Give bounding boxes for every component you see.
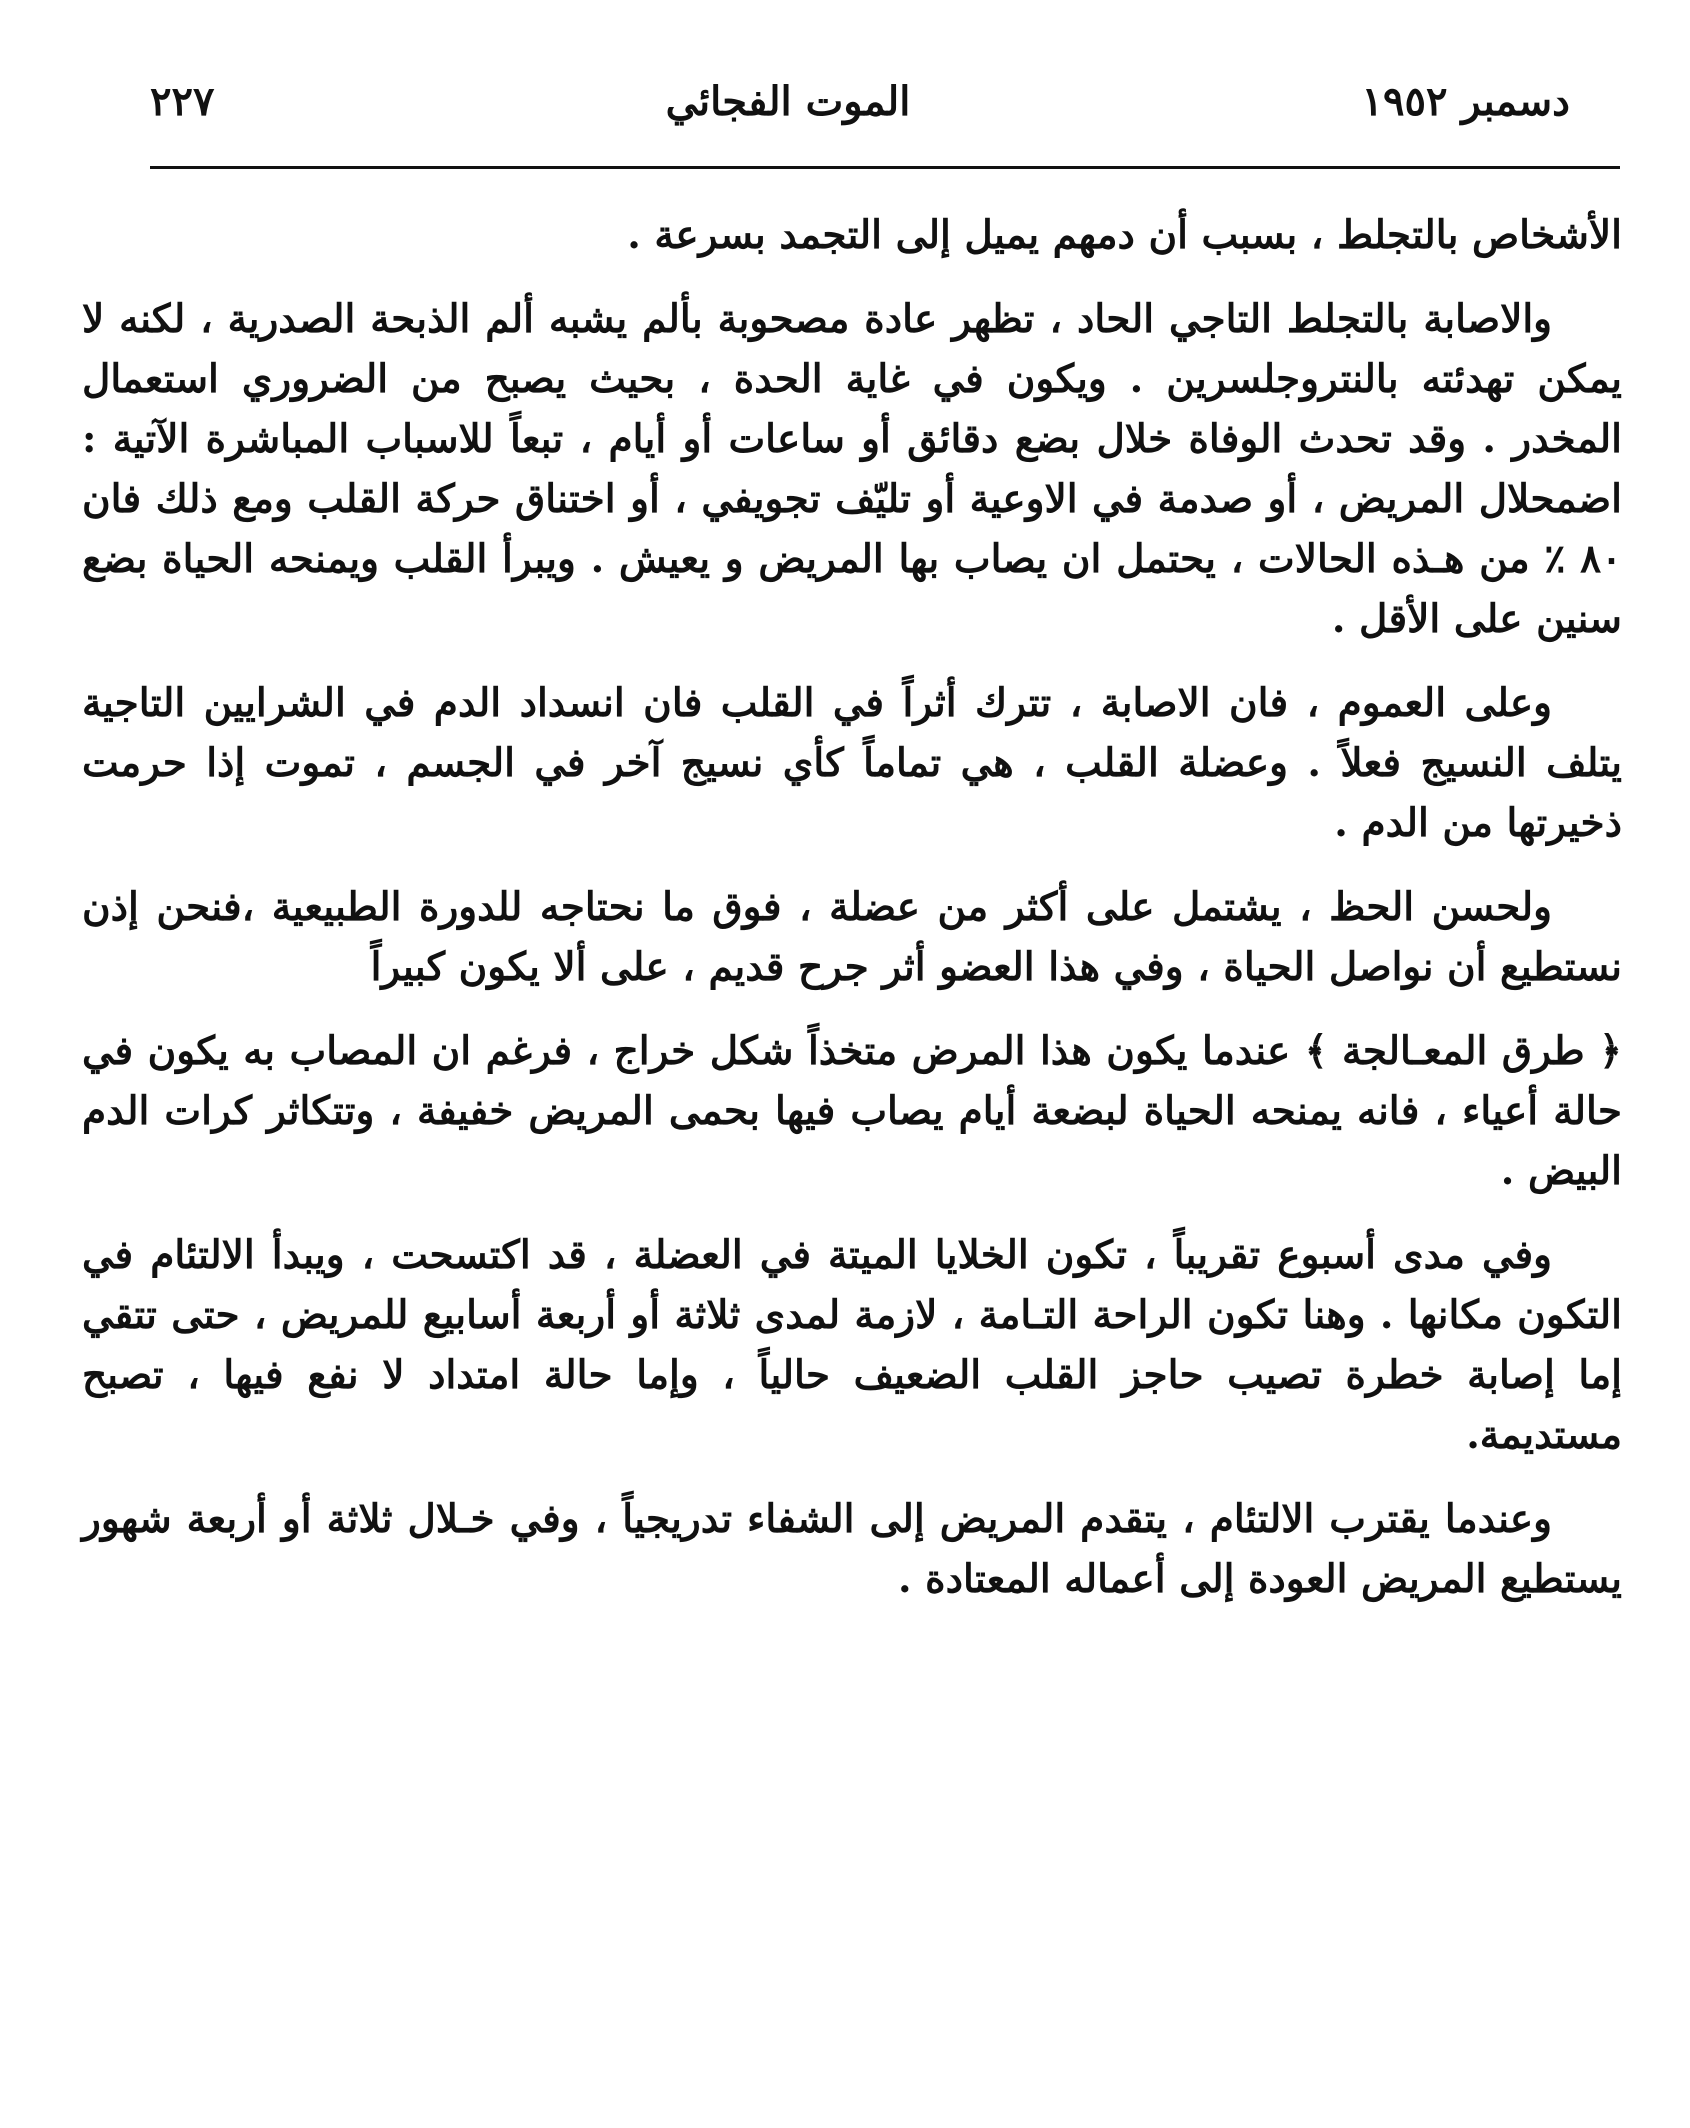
running-header xyxy=(150,66,1570,136)
paragraph-7: وعندما يقترب الالتئام ، يتقدم المريض إلى الشفاء تدريجياً ، وفي خـلال ثلاثة أو أربعة شهور يستطيع المريض العودة إلى أعماله المعتادة . xyxy=(82,1496,1622,1602)
paragraph-1: الأشخاص بالتجلط ، بسبب أن دمهم يميل إلى التجمد بسرعة . xyxy=(627,212,1622,258)
paragraph-4: ولحسن الحظ ، يشتمل على أكثر من عضلة ، فوق ما نحتاجه للدورة الطبيعية ،فنحن إذن نستطيع أن نواصل الحياة ، وفي هذا العضو أثر جرح قديم ، على ألا يكون كبيراً xyxy=(82,884,1622,990)
paragraph-treatment: ﴿ طرق المعـالجة ﴾ عندما يكون هذا المرض متخذاً شكل خراج ، فرغم ان المصاب به يكون في حالة أعياء ، فانه يمنحه الحياة لبضعة أيام يصاب فيها بحمى المريض خفيفة ، وتتكاثر كرات الدم البيض . xyxy=(82,1028,1622,1194)
issue-date: دسمبر ١٩٥٢ xyxy=(1361,77,1570,125)
chapter-title: الموت الفجائي xyxy=(665,77,911,125)
paragraph-6: وفي مدى أسبوع تقريباً ، تكون الخلايا الميتة في العضلة ، قد اكتسحت ، ويبدأ الالتئام في التكون مكانها . وهنا تكون الراحة التـامة ، لازمة لمدى ثلاثة أو أربعة أسابيع للمريض ، حتى تتقي إما إصابة خطرة تصيب حاجز القلب الضعيف حالياً ، وإما حالة امتداد لا نفع فيها ، تصبح مستديمة. xyxy=(82,1232,1622,1458)
page-number: ٢٢٧ xyxy=(150,77,215,125)
header-divider xyxy=(150,166,1620,169)
paragraph-3: وعلى العموم ، فان الاصابة ، تترك أثراً في القلب فان انسداد الدم في الشرايين التاجية يتلف النسيج فعلاً . وعضلة القلب ، هي تماماً كأي نسيج آخر في الجسم ، تموت إذا حرمت ذخيرتها من الدم . xyxy=(82,680,1622,846)
paragraph-2: والاصابة بالتجلط التاجي الحاد ، تظهر عادة مصحوبة بألم يشبه ألم الذبحة الصدرية ، لكنه لا يمكن تهدئته بالنتروجلسرين . ويكون في غاية الحدة ، بحيث يصبح من الضروري استعمال المخدر . وقد تحدث الوفاة خلال بضع دقائق أو ساعات أو أيام ، تبعاً للاسباب المباشرة الآتية : اضمحلال المريض ، أو صدمة في الاوعية أو تليّف تجويفي ، أو اختناق حركة القلب ومع ذلك فان ٨٠ ٪ من هـذه الحالات ، يحتمل ان يصاب بها المريض و يعيش . ويبرأ القلب ويمنحه الحياة بضع سنين على الأقل . xyxy=(82,296,1622,642)
body-text xyxy=(82,205,1622,1633)
